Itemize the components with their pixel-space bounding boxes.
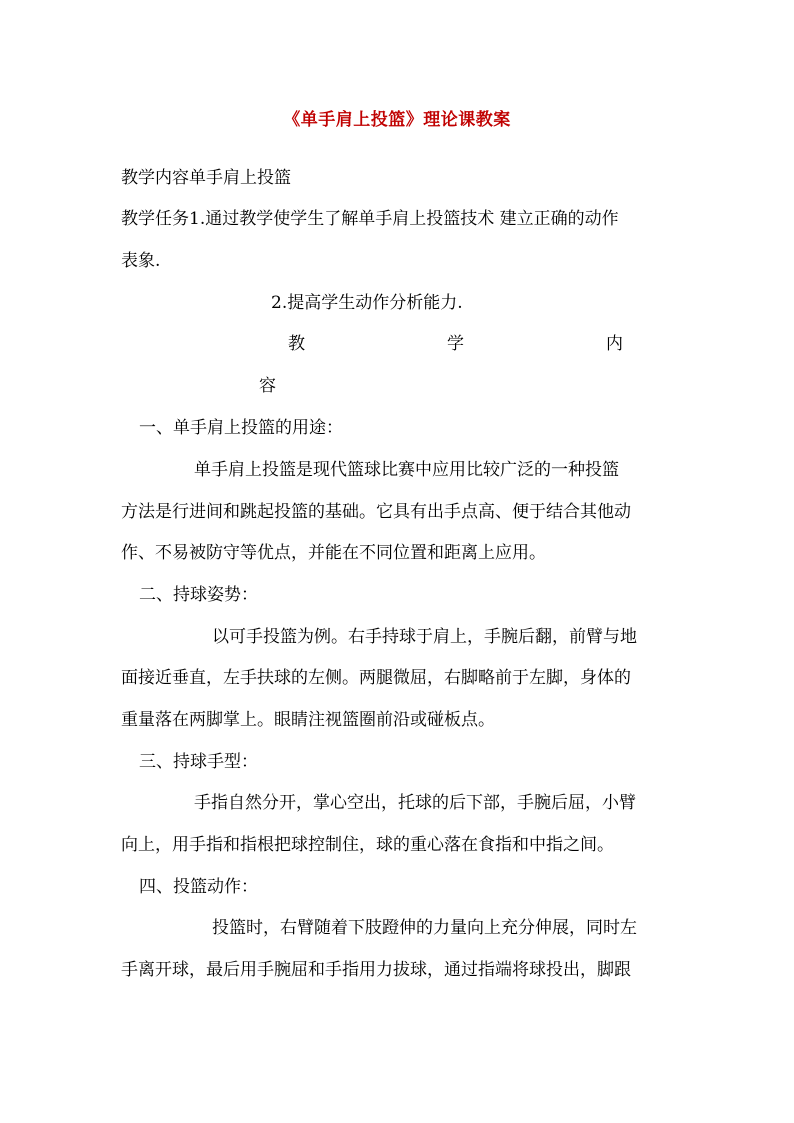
paragraph-line: 方法是行进间和跳起投篮的基础。它具有出手点高、便于结合其他动 xyxy=(121,502,631,522)
paragraph-line: 单手肩上投篮是现代篮球比赛中应用比较广泛的一种投篮 xyxy=(194,460,619,480)
paragraph-line: 面接近垂直，左手扶球的左侧。两腿微屈，右脚略前于左脚，身体的 xyxy=(121,668,631,688)
teaching-content-line: 教学内容单手肩上投篮 xyxy=(121,168,291,188)
teaching-task-line: 2.提高学生动作分析能力. xyxy=(271,293,463,313)
paragraph-line: 重量落在两脚掌上。眼睛注视篮圈前沿或碰板点。 xyxy=(121,710,495,730)
teaching-content-heading-char: 容 xyxy=(259,376,276,396)
paragraph-line: 手离开球，最后用手腕屈和手指用力拔球，通过指端将球投出，脚跟 xyxy=(121,960,631,980)
teaching-content-heading-char: 教 xyxy=(288,334,305,354)
paragraph-line: 手指自然分开，掌心空出，托球的后下部，手腕后屈，小臂 xyxy=(194,793,636,813)
teaching-task-line: 表象. xyxy=(121,251,161,271)
paragraph-line: 以可手投篮为例。右手持球于肩上，手腕后翻，前臂与地 xyxy=(212,627,637,647)
document-title: 《单手肩上投篮》理论课教案 xyxy=(283,110,511,130)
section-heading: 一、单手肩上投篮的用途： xyxy=(139,418,343,438)
section-heading: 二、持球姿势： xyxy=(139,585,258,605)
teaching-content-heading-char: 内 xyxy=(606,334,623,354)
paragraph-line: 向上，用手指和指根把球控制住，球的重心落在食指和中指之间。 xyxy=(121,835,614,855)
paragraph-line: 投篮时，右臂随着下肢蹬伸的力量向上充分伸展，同时左 xyxy=(212,918,637,938)
section-heading: 四、投篮动作： xyxy=(139,877,258,897)
teaching-content-heading-char: 学 xyxy=(447,334,464,354)
section-heading: 三、持球手型： xyxy=(139,752,258,772)
teaching-task-line: 教学任务1.通过教学使学生了解单手肩上投篮技术 建立正确的动作 xyxy=(121,209,619,229)
paragraph-line: 作、不易被防守等优点，并能在不同位置和距离上应用。 xyxy=(121,543,546,563)
